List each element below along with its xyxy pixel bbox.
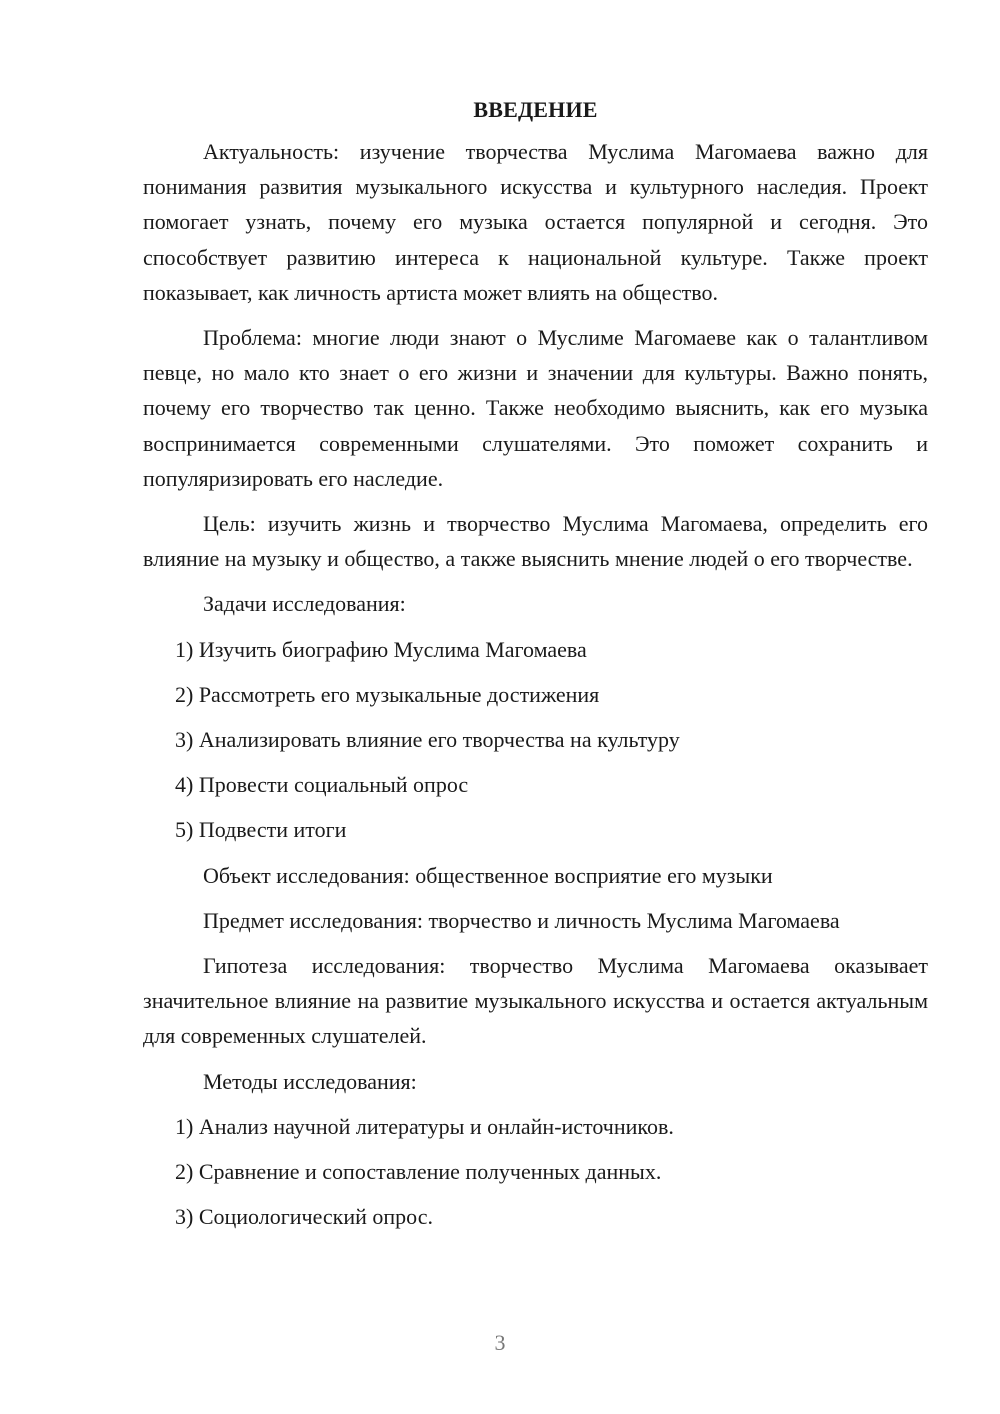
research-subject: Предмет исследования: творчество и личность Муслима Магомаева xyxy=(203,907,840,933)
research-object: Объект исследования: общественное восприятие его музыки xyxy=(203,862,773,888)
problem-paragraph: Проблема: многие люди знают о Муслиме Магомаеве как о талантливом певце, но мало кто знает о его жизни и значении для культуры. Важно понять, почему его творчество так ценно. Также необходимо выяснить, как его музыка воспринимается современными слушателями. Это поможет сохранить и популяризировать его наследие. xyxy=(143,325,928,491)
hypothesis-paragraph: Гипотеза исследования: творчество Муслима Магомаева оказывает значительное влияние на развитие музыкального искусства и остается актуальным для современных слушателей. xyxy=(143,953,928,1049)
relevance-paragraph: Актуальность: изучение творчества Муслима Магомаева важно для понимания развития музыкального искусства и культурного наследия. Проект помогает узнать, почему его музыка остается популярной и сегодня. Это способствует развитию интереса к национальной культуре. Также проект показывает, как личность артиста может влиять на общество. xyxy=(143,139,928,305)
method-item-1: 1) Анализ научной литературы и онлайн-источников. xyxy=(175,1113,674,1139)
section-title: ВВЕДЕНИЕ xyxy=(473,97,598,122)
method-item-3: 3) Социологический опрос. xyxy=(175,1204,433,1230)
goal-paragraph: Цель: изучить жизнь и творчество Муслима Магомаева, определить его влияние на музыку и общество, а также выяснить мнение людей о его творчестве. xyxy=(143,511,928,572)
task-item-5: 5) Подвести итоги xyxy=(175,817,347,843)
method-item-2: 2) Сравнение и сопоставление полученных данных. xyxy=(175,1159,662,1185)
task-item-3: 3) Анализировать влияние его творчества на культуру xyxy=(175,727,680,753)
methods-heading: Методы исследования: xyxy=(203,1068,417,1094)
tasks-heading: Задачи исследования: xyxy=(203,591,406,617)
document-page xyxy=(143,90,928,1244)
task-item-2: 2) Рассмотреть его музыкальные достижения xyxy=(175,681,600,707)
page-number: 3 xyxy=(494,1330,506,1355)
task-item-1: 1) Изучить биографию Муслима Магомаева xyxy=(175,636,587,662)
task-item-4: 4) Провести социальный опрос xyxy=(175,772,469,798)
